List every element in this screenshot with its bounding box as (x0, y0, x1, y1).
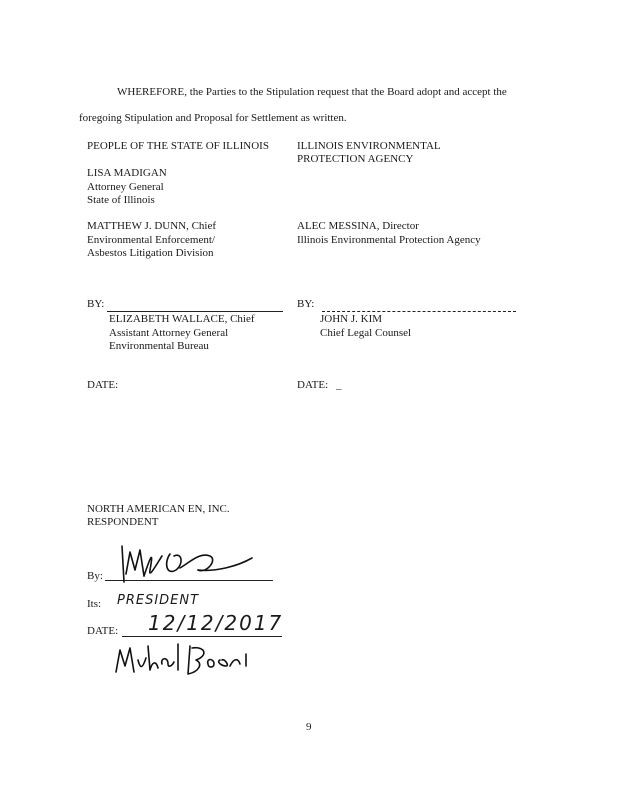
right-signature-line (322, 311, 516, 312)
respondent-name: NORTH AMERICAN EN, INC. (87, 503, 230, 515)
right-signer-name: JOHN J. KIM (320, 313, 383, 325)
left-date-label: DATE: (87, 379, 119, 391)
left-signer-name: ELIZABETH WALLACE, Chief (109, 313, 255, 325)
right-signer-title: Chief Legal Counsel (320, 327, 412, 339)
respondent-date-label: DATE: (87, 625, 119, 637)
respondent-date-value: 12/12/2017 (148, 611, 284, 635)
left-signer-title-1: Assistant Attorney General (109, 327, 229, 339)
right-director-name: ALEC MESSINA, Director (297, 220, 419, 232)
left-signature-line (107, 311, 283, 312)
right-party-heading-2: PROTECTION AGENCY (297, 153, 414, 165)
respondent-name-signature (112, 636, 262, 680)
respondent-by-label: By: (87, 570, 103, 582)
left-party-heading: PEOPLE OF THE STATE OF ILLINOIS (87, 140, 269, 152)
left-division-line-2: Asbestos Litigation Division (87, 247, 214, 259)
left-division-name: MATTHEW J. DUNN, Chief (87, 220, 217, 232)
right-director-agency: Illinois Environmental Protection Agency (297, 234, 481, 246)
right-by-label: BY: (297, 298, 315, 310)
respondent-its-label: Its: (87, 598, 102, 610)
left-official-title-1: Attorney General (87, 181, 164, 193)
respondent-its-value: PRESIDENT (117, 593, 200, 608)
page-number: 9 (306, 721, 312, 733)
respondent-signature-graphic (120, 540, 260, 590)
left-official-title-2: State of Illinois (87, 194, 155, 206)
left-division-line-1: Environmental Enforcement/ (87, 234, 215, 246)
intro-line-1: WHEREFORE, the Parties to the Stipulation request that the Board adopt and accept the (117, 86, 507, 98)
respondent-role: RESPONDENT (87, 516, 159, 528)
left-by-label: BY: (87, 298, 105, 310)
right-date-value: _ (336, 379, 342, 391)
intro-line-2: foregoing Stipulation and Proposal for Settlement as written. (79, 112, 347, 124)
left-official-name: LISA MADIGAN (87, 167, 167, 179)
right-date-label: DATE: (297, 379, 329, 391)
right-party-heading-1: ILLINOIS ENVIRONMENTAL (297, 140, 441, 152)
left-signer-title-2: Environmental Bureau (109, 340, 209, 352)
